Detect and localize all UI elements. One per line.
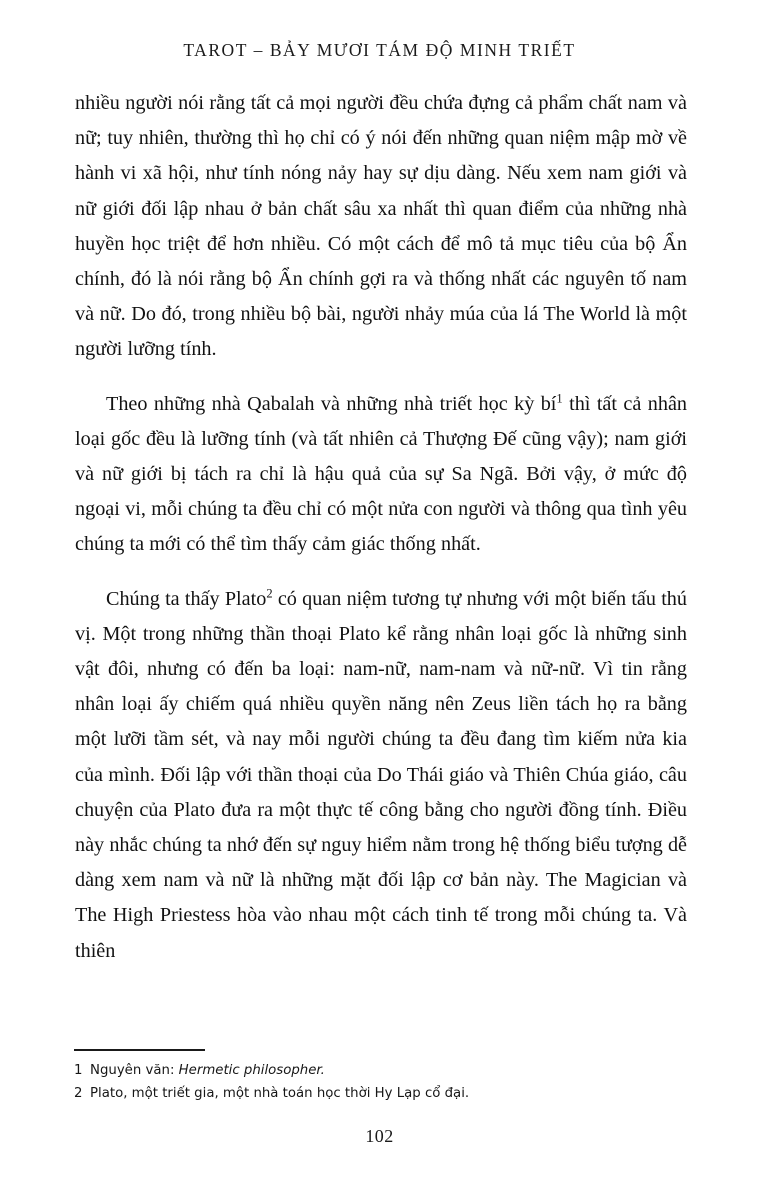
footnotes-area <box>74 1049 686 1105</box>
footnote-item-1 <box>74 1060 686 1083</box>
body-text-column <box>75 86 687 969</box>
footnote-text-2: Plato, một triết gia, một nhà toán học thời Hy Lạp cổ đại. <box>90 1085 470 1101</box>
paragraph-2-text-after-ref: thì tất cả nhân loại gốc đều là lưỡng tính (và tất nhiên cả Thượng Đế cũng vậy); nam giới và nữ giới bị tách ra chỉ là hậu quả của sự Sa Ngã. Bởi vậy, ở mức độ ngoại vi, mỗi chúng ta đều chỉ có một nửa con người và thông qua tình yêu chúng ta mới có thể tìm thấy cảm giác thống nhất. <box>75 392 687 556</box>
paragraph-1 <box>75 86 687 368</box>
running-head: TAROT – BẢY MƯƠI TÁM ĐỘ MINH TRIẾT <box>183 40 576 60</box>
footnote-text-1 <box>90 1060 325 1083</box>
footnote-item-2 <box>74 1083 686 1106</box>
footnote-reference-2[interactable]: 2 <box>266 585 273 600</box>
paragraph-3 <box>75 582 687 969</box>
footnote-text-1-plain: Nguyên văn: <box>90 1063 179 1078</box>
paragraph-3-text-after-ref: có quan niệm tương tự nhưng với một biến tấu thú vị. Một trong những thần thoại Plato kể rằng nhân loại gốc là những sinh vật đôi, nhưng có đến ba loại: nam-nữ, nam-nam và nữ-nữ. Vì tin rằng nhân loại ấy chiếm quá nhiều quyền năng nên Zeus liền tách họ ra bằng một lưỡi tầm sét, và nay mỗi người chúng ta đều đang tìm kiếm nửa kia của mình. Đối lập với thần thoại của Do Thái giáo và Thiên Chúa giáo, câu chuyện của Plato đưa ra một thực tế công bằng cho người đồng tính. Điều này nhắc chúng ta nhớ đến sự nguy hiểm nằm trong hệ thống biểu tượng dễ dàng xem nam và nữ là những mặt đối lập cơ bản này. The Magician và The High Priestess hòa vào nhau một cách tinh tế trong mỗi chúng ta. Và thiên <box>75 587 687 962</box>
paragraph-2 <box>75 387 687 563</box>
footnote-reference-1[interactable]: 1 <box>556 390 563 405</box>
footnote-separator-rule <box>74 1049 205 1051</box>
paragraph-3-text-before-ref: Chúng ta thấy Plato <box>106 587 267 610</box>
footnote-number-2: 2 <box>74 1085 83 1101</box>
footnote-number-1: 1 <box>74 1063 83 1078</box>
page-number: 102 <box>365 1126 394 1146</box>
paragraph-2-text-before-ref: Theo những nhà Qabalah và những nhà triết học kỳ bí <box>106 392 557 415</box>
footnote-text-1-italic: Hermetic philosopher. <box>178 1063 325 1078</box>
paragraph-1-text: nhiều người nói rằng tất cả mọi người đều chứa đựng cả phẩm chất nam và nữ; tuy nhiên, thường thì họ chỉ có ý nói đến những quan niệm mập mờ về hành vi xã hội, như tính nóng nảy hay sự dịu dàng. Nếu xem nam giới và nữ giới đối lập nhau ở bản chất sâu xa nhất thì quan điểm của những nhà huyền học triệt để hơn nhiều. Có một cách để mô tả mục tiêu của bộ Ẩn chính, đó là nói rằng bộ Ẩn chính gợi ra và thống nhất các nguyên tố nam và nữ. Do đó, trong nhiều bộ bài, người nhảy múa của lá The World là một người lưỡng tính. <box>75 92 687 361</box>
